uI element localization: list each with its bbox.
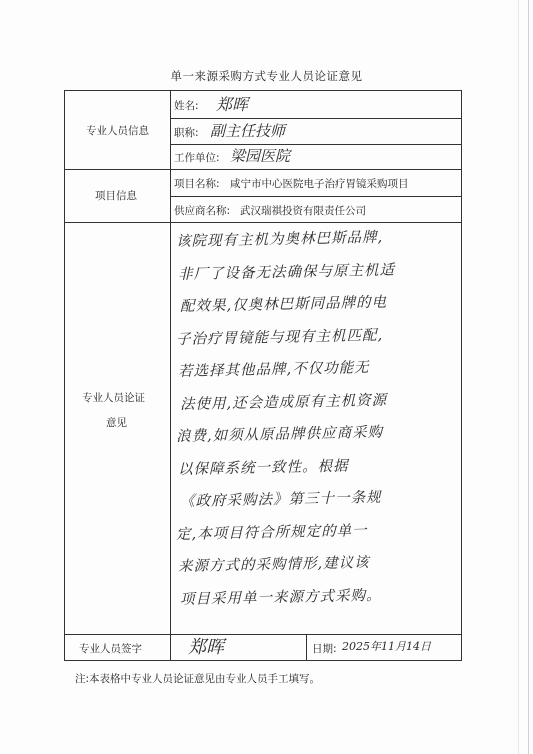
opinion-handwritten-line: 该院现有主机为奥林巴斯品牌, [175,229,384,250]
table-border-top [64,90,462,91]
opinion-handwritten-line: 法使用,还会造成原有主机资源 [179,392,388,413]
date-handwritten: 2025年11月14日 [342,640,431,653]
opinion-handwritten-line: 子治疗胃镜能与现有主机匹配, [175,327,384,348]
column-divider [306,634,307,661]
row-divider [64,169,462,170]
opinion-handwritten-line: 浪费,如须从原品牌供应商采购 [175,424,384,445]
opinion-handwritten-line: 以保障系统一致性。根据 [177,457,349,478]
opinion-handwritten-line: 来源方式的采购情形,建议该 [177,554,370,575]
row-divider [170,196,462,197]
page-edge [528,0,529,754]
opinion-form [64,90,462,660]
opinion-handwritten-line: 配效果,仅奥林巴斯同品牌的电 [179,294,388,315]
opinion-handwritten-line: 项目采用单一来源方式采购。 [179,587,382,608]
opinion-handwritten-line: 非厂了设备无法确保与原主机适 [177,261,396,283]
name-label: 姓名: [174,100,199,112]
name-handwritten: 郑晖 [216,95,249,114]
row-divider [64,222,462,223]
employer-label: 工作单位: [174,152,220,164]
opinion-label-2: 意见 [106,417,127,429]
supplier-label: 供应商名称: [174,205,231,217]
project-name-value: 咸宁市中心医院电子治疗胃镜采购项目 [230,178,409,190]
date-label: 日期: [312,643,337,655]
employer-handwritten: 梁园医院 [230,147,291,165]
title-handwritten: 副主任技师 [210,122,286,140]
row-divider [170,118,462,119]
title-label: 职称: [174,127,199,139]
supplier-value: 武汉瑞祺投资有限责任公司 [240,205,366,217]
page-title: 单一来源采购方式专业人员论证意见 [170,69,363,83]
expert-info-label: 专业人员信息 [86,125,149,137]
signature-label: 专业人员签字 [79,643,142,655]
page-edge [518,0,519,754]
opinion-handwritten-line: 若选择其他品牌,不仅功能无 [177,359,370,380]
table-border-bottom [64,660,462,661]
project-name-label: 项目名称: [174,178,220,190]
project-info-label: 项目信息 [95,190,137,202]
table-border-left [64,90,65,661]
row-divider [170,144,462,145]
signature-handwritten: 郑晖 [188,637,224,658]
footnote: 注:本表格中专业人员论证意见由专业人员手工填写。 [75,673,321,685]
opinion-handwritten-line: 《政府采购法》第三十一条规 [179,489,382,510]
row-divider [64,634,462,635]
table-border-right [461,90,462,661]
opinion-handwritten-line: 定,本项目符合所规定的单一 [175,522,368,543]
column-divider [170,90,171,661]
opinion-label: 专业人员论证 [82,392,145,404]
